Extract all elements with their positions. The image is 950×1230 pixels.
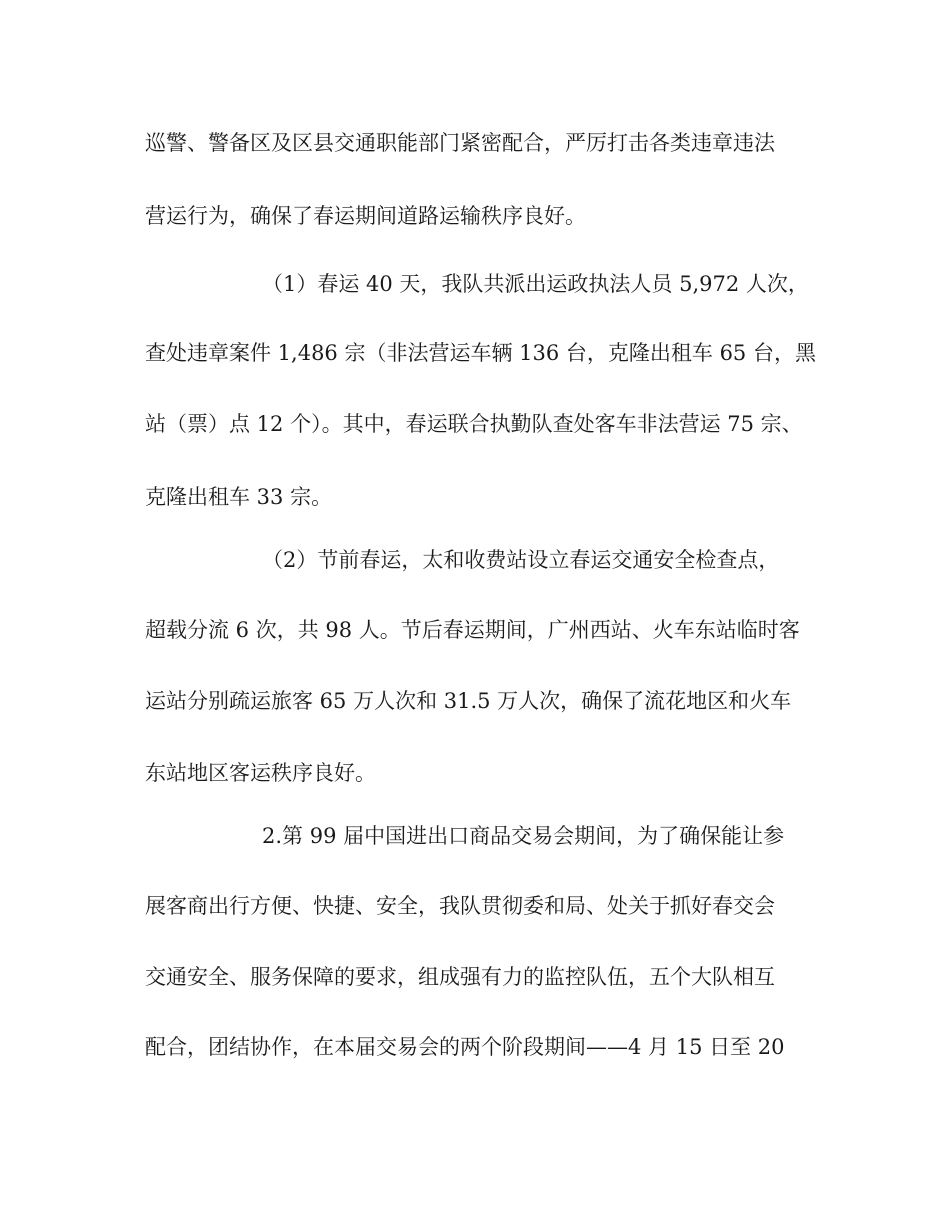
- paragraph-start-line: （1）春运 40 天，我队共派出运政执法人员 5,972 人次，: [262, 272, 809, 296]
- text-line: 交通安全、服务保障的要求，组成强有力的监控队伍，五个大队相互: [145, 965, 775, 989]
- paragraph-start-line: （2）节前春运，太和收费站设立春运交通安全检查点，: [262, 548, 780, 572]
- text-line: 超载分流 6 次，共 98 人。节后春运期间，广州西站、火车东站临时客: [145, 618, 800, 642]
- text-line: 配合，团结协作，在本届交易会的两个阶段期间——4 月 15 日至 20: [145, 1035, 785, 1059]
- text-line: 运站分别疏运旅客 65 万人次和 31.5 万人次，确保了流花地区和火车: [145, 689, 792, 713]
- text-line: 展客商出行方便、快捷、安全，我队贯彻委和局、处关于抓好春交会: [145, 894, 775, 918]
- text-line: 巡警、警备区及区县交通职能部门紧密配合，严厉打击各类违章违法: [145, 131, 775, 155]
- text-line: 克隆出租车 33 宗。: [145, 485, 333, 509]
- text-line: 查处违章案件 1,486 宗（非法营运车辆 136 台，克隆出租车 65 台，黑: [145, 341, 816, 365]
- text-line: 站（票）点 12 个）。其中，春运联合执勤队查处客车非法营运 75 宗、: [145, 412, 803, 436]
- paragraph-start-line: 2.第 99 届中国进出口商品交易会期间，为了确保能让参: [262, 824, 785, 848]
- text-line: 东站地区客运秩序良好。: [145, 761, 376, 785]
- text-line: 营运行为，确保了春运期间道路运输秩序良好。: [145, 204, 586, 228]
